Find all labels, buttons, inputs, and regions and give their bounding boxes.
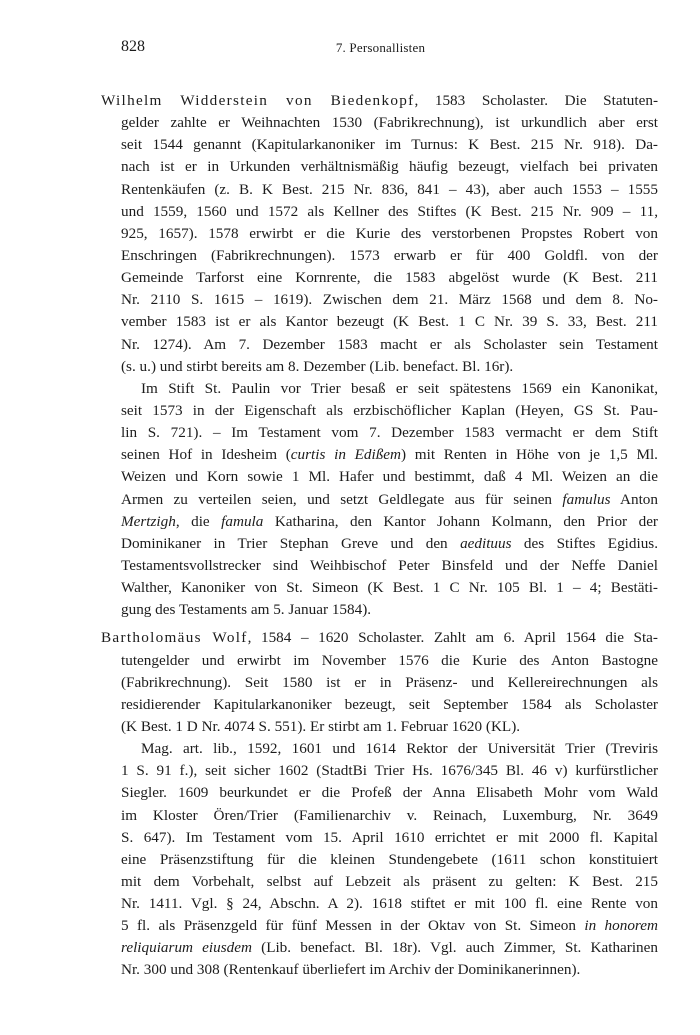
text-line <box>121 466 658 488</box>
text-line <box>121 223 658 245</box>
text-span: , 1584 – 1620 Scholaster. Zahlt am 6. April 1564 die Sta- <box>247 629 658 647</box>
text-span: und 1559, 1560 und 1572 als Kellner des Stiftes (K Best. 215 Nr. 909 – 11, <box>121 202 658 220</box>
text-line <box>121 134 658 156</box>
text-span: (s. u.) und stirbt bereits am 8. Dezember (Lib. benefact. Bl. 16r). <box>121 357 514 375</box>
text-span: Nr. 300 und 308 (Rentenkauf überliefert im Archiv der Dominikanerinnen). <box>121 961 581 979</box>
text-span: 5 fl. als Präsenzgeld für fünf Messen in der Oktav von St. Simeon <box>121 917 585 935</box>
text-line <box>121 179 658 201</box>
text-span: Rentenkäufen (z. B. K Best. 215 Nr. 836, 841 – 43), aber auch 1553 – 1555 <box>121 180 658 198</box>
text-span: (Lib. benefact. Bl. 18r). Vgl. auch Zimmer, St. Katharinen <box>251 939 658 957</box>
text-span: Dominikaner in Trier Stephan Greve und den <box>121 534 461 552</box>
text-line <box>121 694 658 716</box>
entry-heading-paragraph <box>101 627 658 738</box>
text-line <box>121 937 658 959</box>
text-line <box>121 245 658 267</box>
text-span: residierender Kapitularkanoniker bezeugt, seit September 1584 als Scholaster <box>121 695 658 713</box>
latin-term: reliquiarum eiusdem <box>121 939 252 957</box>
text-span: des Stiftes Egidius. <box>511 534 659 552</box>
text-span: seit 1544 genannt (Kapitularkanoniker im Turnus: K Best. 215 Nr. 918). Da- <box>121 136 658 154</box>
text-span: Weizen und Korn sowie 1 Ml. Hafer und bestimmt, daß 4 Ml. Weizen an die <box>121 468 658 486</box>
text-span: Katharina, den Kantor Johann Kolmann, den Prior der <box>263 512 658 530</box>
text-line <box>121 760 658 782</box>
text-body <box>101 90 659 988</box>
text-line <box>121 156 658 178</box>
text-line <box>121 444 658 466</box>
text-span: seinen Hof in Idesheim ( <box>121 446 291 464</box>
text-line <box>121 334 658 356</box>
text-line <box>121 356 658 378</box>
text-line <box>121 716 658 738</box>
text-span: Walther, Kanoniker von St. Simeon (K Best. 1 C Nr. 105 Bl. 1 – 4; Bestäti- <box>121 579 658 597</box>
text-line <box>121 672 658 694</box>
text-span: vember 1583 ist er als Kantor bezeugt (K Best. 1 C Nr. 39 S. 33, Best. 211 <box>121 313 658 331</box>
text-span: nach ist er in Urkunden verhältnismäßig häufig bezeugt, vielfach bei privaten <box>121 158 658 176</box>
text-line <box>121 577 658 599</box>
text-line <box>121 555 658 577</box>
text-span: (K Best. 1 D Nr. 4074 S. 551). Er stirbt am 1. Februar 1620 (KL). <box>121 717 521 735</box>
text-line <box>121 489 658 511</box>
latin-term: aedituus <box>460 534 512 552</box>
text-span: (Fabrikrechnung). Seit 1580 ist er in Präsenz- und Kellereirechnungen als <box>121 673 658 691</box>
text-line <box>121 378 658 400</box>
text-line <box>121 267 658 289</box>
text-line <box>121 599 658 621</box>
person-name: Bartholomäus Wolf <box>101 629 248 647</box>
text-line <box>121 311 658 333</box>
text-line <box>121 827 658 849</box>
text-span: Testamentsvollstrecker sind Weihbischof Peter Binsfeld und der Neffe Daniel <box>121 556 658 574</box>
text-line <box>101 627 658 649</box>
text-span: 1 S. 91 f.), seit sicher 1602 (StadtBi Trier Hs. 1676/345 Bl. 46 v) kurfürstlicher <box>121 762 658 780</box>
entry-paragraph <box>121 738 658 982</box>
text-line <box>101 90 658 112</box>
person-name: Wilhelm Widderstein von Biedenkopf <box>101 92 415 109</box>
text-span: tutengelder und erwirbt im November 1576 die Kurie des Anton Bastogne <box>121 651 658 669</box>
text-span: eine Präsenzstiftung für die kleinen Stundengebete (1611 schon konstituiert <box>121 850 658 868</box>
text-span: gung des Testaments am 5. Januar 1584). <box>121 601 372 619</box>
text-span: Enschringen (Fabrikrechnungen). 1573 erwarb er für 400 Goldfl. von der <box>121 246 658 264</box>
text-line <box>121 871 658 893</box>
text-span: Im Stift St. Paulin vor Trier besaß er seit spätestens 1569 ein Kanonikat, <box>141 379 658 397</box>
text-span: Nr. 1274). Am 7. Dezember 1583 macht er als Scholaster sein Testament <box>121 335 658 353</box>
latin-term: curtis in Edißem <box>290 446 402 464</box>
text-span: gelder zahlte er Weihnachten 1530 (Fabrikrechnung), ist urkundlich aber erst <box>121 114 658 132</box>
text-line <box>121 400 658 422</box>
text-line <box>121 959 658 981</box>
text-span: S. 647). Im Testament vom 15. April 1610 errichtet er mit 2000 fl. Kapital <box>121 828 658 846</box>
text-line <box>121 782 658 804</box>
latin-term: famula <box>221 512 264 530</box>
text-line <box>121 849 658 871</box>
entry-heading-paragraph <box>101 90 658 378</box>
text-line <box>121 201 658 223</box>
person-entry <box>101 90 659 621</box>
text-span: Siegler. 1609 beurkundet er die Profeß der Anna Elisabeth Mohr vom Wald <box>121 784 658 802</box>
entry-paragraph <box>121 378 658 622</box>
person-entry <box>101 627 658 981</box>
latin-term: famulus <box>562 490 611 508</box>
text-span: Mag. art. lib., 1592, 1601 und 1614 Rektor der Universität Trier (Treviris <box>141 740 658 758</box>
text-span: , die <box>175 512 222 530</box>
text-line <box>121 893 658 915</box>
text-span: mit dem Vorbehalt, selbst auf Lebzeit als präsent zu gelten: K Best. 215 <box>121 872 658 890</box>
text-span: Nr. 2110 S. 1615 – 1619). Zwischen dem 21. März 1568 und dem 8. No- <box>121 291 658 309</box>
text-span: Armen zu verteilen seien, und setzt Geldlegate aus für seinen <box>121 490 563 508</box>
text-line <box>121 915 658 937</box>
text-line <box>121 533 658 555</box>
text-span: Nr. 1411. Vgl. § 24, Abschn. A 2). 1618 stiftet er mit 100 fl. eine Rente von <box>121 895 658 913</box>
text-line <box>121 738 658 760</box>
text-span: , 1583 Scholaster. Die Statuten- <box>414 92 658 109</box>
text-line <box>121 289 658 311</box>
latin-term: in honorem <box>584 917 658 935</box>
text-line <box>121 112 658 134</box>
text-line <box>121 511 658 533</box>
text-span: Gemeinde Tarforst eine Kornrente, die 1583 abgelöst wurde (K Best. 211 <box>121 269 658 287</box>
text-span: lin S. 721). – Im Testament vom 7. Dezember 1583 vermacht er dem Stift <box>121 424 658 442</box>
text-span: ) mit Renten in Höhe von je 1,5 Ml. <box>401 446 658 464</box>
text-line <box>121 805 658 827</box>
text-span: Anton <box>610 490 658 508</box>
text-line <box>121 650 658 672</box>
text-span: seit 1573 in der Eigenschaft als erzbischöflicher Kaplan (Heyen, GS St. Pau- <box>121 401 658 419</box>
latin-term: Mertzigh <box>121 512 176 530</box>
page-number: 828 <box>121 38 145 55</box>
text-line <box>121 422 658 444</box>
text-span: im Kloster Ören/Trier (Familienarchiv v. Reinach, Luxemburg, Nr. 3649 <box>121 806 658 824</box>
page-header <box>103 38 658 62</box>
running-head: 7. Personallisten <box>335 40 426 55</box>
text-span: 925, 1657). 1578 erwirbt er die Kurie des verstorbenen Propstes Robert von <box>121 224 658 242</box>
